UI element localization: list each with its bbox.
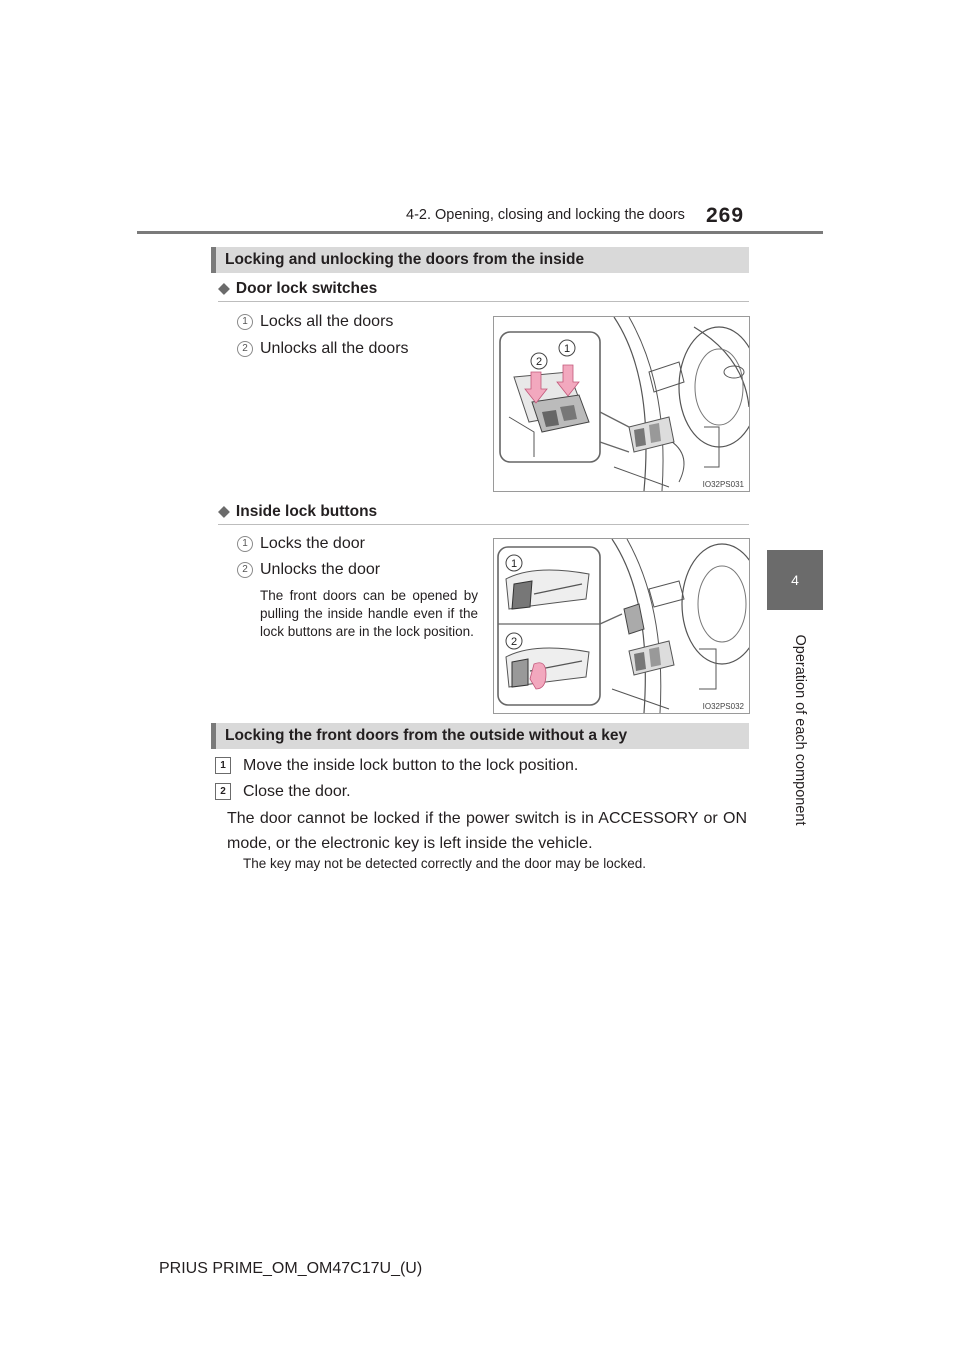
item-number: 2 [237,562,253,578]
page-number: 269 [706,204,745,227]
item-text: Locks all the doors [260,313,394,330]
body-paragraph: The door cannot be locked if the power switch is in ACCESSORY or ON mode, or the electronic key is left inside the vehicle. [227,810,747,852]
subheading-rule [218,524,749,525]
item-number: 1 [237,536,253,552]
item-number: 1 [237,314,253,330]
subheading-rule [218,301,749,302]
step-text: Move the inside lock button to the lock position. [243,757,579,774]
model-code: PRIUS PRIME_OM_OM47C17U_(U) [159,1260,423,1277]
figure-callout: 1 [563,343,571,355]
figure-inside-lock-buttons [493,538,750,714]
figure-callout: 2 [535,356,543,368]
item-text: Unlocks all the doors [260,340,409,357]
subheading-inside-lock-buttons [218,502,377,521]
chapter-tab: 4 [767,550,823,610]
subheading-text: Inside lock buttons [235,503,378,520]
diamond-icon: ◆ [218,280,230,297]
chapter-label-text: Operation of each component [792,634,808,826]
figure-door-lock-switches [493,316,750,492]
subheading-door-lock-switches [218,279,377,298]
subheading-text: Door lock switches [235,280,378,297]
figure-callout: 1 [510,558,518,570]
step-number: 2 [215,783,231,800]
chapter-label [790,620,810,840]
item-text: Locks the door [260,535,365,552]
step-number: 1 [215,757,231,774]
section-heading-outside: Locking the front doors from the outside without a key [211,723,749,749]
header-rule [137,231,823,234]
inside-lock-note: The front doors can be opened by pulling the inside handle even if the lock buttons are in the lock position. [260,588,478,639]
step-text: Close the door. [243,783,351,800]
key-note: The key may not be detected correctly and the door may be locked. [243,856,646,871]
figure-code: IO32PS031 [702,480,744,489]
inside-lock-button-illustration [494,539,749,713]
item-number: 2 [237,341,253,357]
section-heading-inside: Locking and unlocking the doors from the inside [211,247,749,273]
door-lock-switch-illustration [494,317,749,491]
diamond-icon: ◆ [218,503,230,520]
figure-code: IO32PS032 [702,702,744,711]
section-title: 4-2. Opening, closing and locking the doors [406,207,685,223]
figure-callout: 2 [510,636,518,648]
item-text: Unlocks the door [260,561,381,578]
